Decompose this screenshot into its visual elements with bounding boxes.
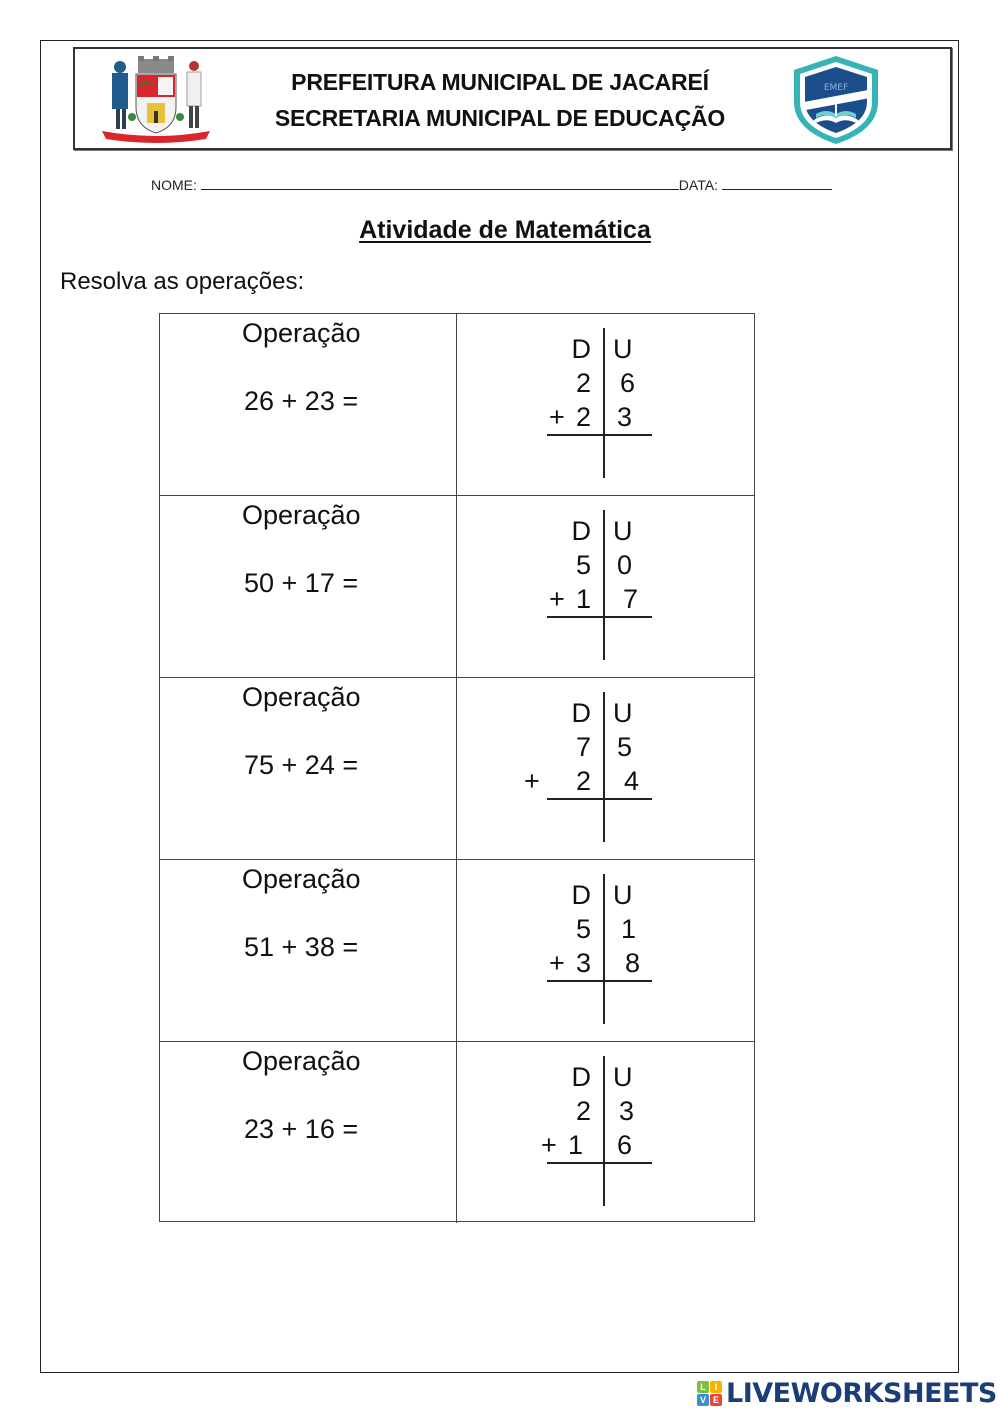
- operation-row: [160, 496, 754, 678]
- bottom-tens: 1: [575, 584, 591, 614]
- plus-sign: +: [524, 766, 540, 796]
- operation-row: [160, 1042, 754, 1223]
- top-units: 3: [619, 1096, 635, 1126]
- header-title: [200, 64, 800, 136]
- operation-label: Operação: [242, 864, 361, 894]
- operation-label: Operação: [242, 682, 361, 712]
- shield-emef-text: EMEF: [823, 83, 849, 93]
- operation-cell: [160, 678, 457, 859]
- header-tens: D: [571, 334, 591, 364]
- header-line-1: PREFEITURA MUNICIPAL DE JACAREÍ: [291, 69, 709, 95]
- bottom-units: 8: [625, 948, 641, 978]
- header-units: U: [613, 516, 633, 546]
- operation-expression[interactable]: 51 + 38 =: [244, 932, 359, 962]
- square-i: I: [710, 1381, 722, 1393]
- header-tens: D: [571, 1062, 591, 1092]
- sum-line: [547, 980, 652, 982]
- name-field[interactable]: [201, 176, 679, 190]
- top-units: 6: [620, 368, 636, 398]
- liveworksheets-logo[interactable]: [697, 1377, 997, 1409]
- header-tens: D: [571, 880, 591, 910]
- bottom-tens: 2: [575, 766, 591, 796]
- column-divider: [603, 328, 605, 478]
- top-tens: 5: [575, 550, 591, 580]
- bottom-tens: 2: [575, 402, 591, 432]
- activity-title: Atividade de Matemática: [359, 216, 651, 244]
- operation-label: Operação: [242, 1046, 361, 1076]
- operation-label: Operação: [242, 318, 361, 348]
- sum-line: [547, 1162, 652, 1164]
- operation-expression[interactable]: 75 + 24 =: [244, 750, 359, 780]
- sum-line: [547, 798, 652, 800]
- operation-expression[interactable]: 23 + 16 =: [244, 1114, 359, 1144]
- column-addition-cell[interactable]: [457, 860, 754, 1041]
- column-addition-cell[interactable]: [457, 1042, 754, 1223]
- top-units: 1: [621, 914, 637, 944]
- top-tens: 2: [575, 1096, 591, 1126]
- top-tens: 2: [575, 368, 591, 398]
- plus-sign: +: [549, 948, 565, 978]
- column-divider: [603, 1056, 605, 1206]
- bottom-units: 3: [617, 402, 633, 432]
- bottom-tens: 1: [567, 1130, 583, 1160]
- square-e: E: [710, 1394, 722, 1406]
- top-units: 0: [617, 550, 633, 580]
- date-label: DATA:: [678, 177, 718, 193]
- date-field[interactable]: [722, 176, 832, 190]
- header-line-2: SECRETARIA MUNICIPAL DE EDUCAÇÃO: [274, 105, 726, 131]
- name-date-line: [151, 176, 832, 193]
- top-units: 5: [617, 732, 633, 762]
- operation-expression[interactable]: 26 + 23 =: [244, 386, 359, 416]
- school-shield-icon: [790, 54, 882, 146]
- operation-cell: [160, 1042, 457, 1223]
- column-addition-cell[interactable]: [457, 314, 754, 495]
- column-divider: [603, 692, 605, 842]
- header-tens: D: [571, 698, 591, 728]
- operation-cell: [160, 860, 457, 1041]
- operations-table: [159, 313, 755, 1222]
- operation-cell: [160, 314, 457, 495]
- header-units: U: [613, 1062, 633, 1092]
- sum-line: [547, 616, 652, 618]
- operation-expression[interactable]: 50 + 17 =: [244, 568, 359, 598]
- column-addition-cell[interactable]: [457, 496, 754, 677]
- plus-sign: +: [549, 584, 565, 614]
- header-units: U: [613, 334, 633, 364]
- column-addition-cell[interactable]: [457, 678, 754, 859]
- bottom-tens: 3: [575, 948, 591, 978]
- top-tens: 5: [575, 914, 591, 944]
- operation-row: [160, 678, 754, 860]
- column-divider: [603, 510, 605, 660]
- liveworksheets-squares-icon: [697, 1381, 722, 1406]
- liveworksheets-brand: LIVEWORKSHEETS: [726, 1377, 997, 1409]
- operation-cell: [160, 496, 457, 677]
- top-tens: 7: [575, 732, 591, 762]
- operation-label: Operação: [242, 500, 361, 530]
- header-tens: D: [571, 516, 591, 546]
- operation-row: [160, 860, 754, 1042]
- jacarei-coat-of-arms-icon: [98, 55, 214, 147]
- plus-sign: +: [541, 1130, 557, 1160]
- column-divider: [603, 874, 605, 1024]
- square-v: V: [697, 1394, 709, 1406]
- header-units: U: [613, 880, 633, 910]
- bottom-units: 7: [623, 584, 639, 614]
- operation-row: [160, 314, 754, 496]
- square-l: L: [697, 1381, 709, 1393]
- instruction-text: Resolva as operações:: [60, 268, 305, 295]
- name-label: NOME:: [151, 177, 197, 193]
- plus-sign: +: [549, 402, 565, 432]
- bottom-units: 6: [617, 1130, 633, 1160]
- bottom-units: 4: [624, 766, 640, 796]
- sum-line: [547, 434, 652, 436]
- header-units: U: [613, 698, 633, 728]
